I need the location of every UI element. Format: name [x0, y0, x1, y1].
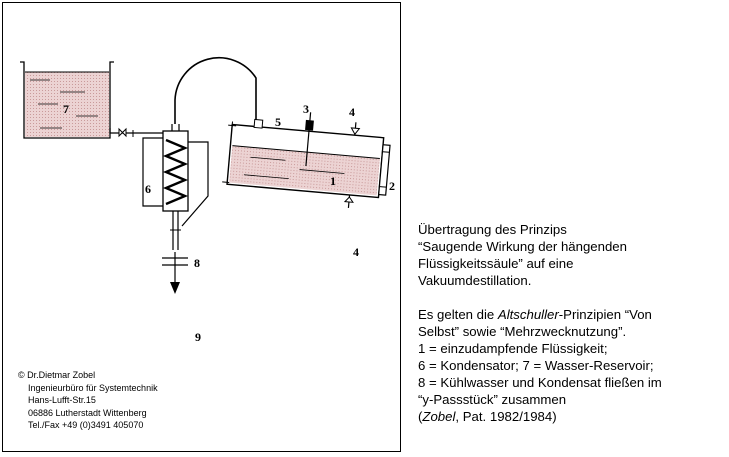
credit-name: © Dr.Dietmar Zobel	[18, 370, 96, 380]
credit-city: 06886 Lutherstadt Wittenberg	[28, 407, 147, 418]
principles-line	[418, 306, 724, 323]
condenser	[143, 124, 208, 226]
legend-line: 8 = Kühlwasser und Kondensat fließen im	[418, 375, 662, 390]
feed-pipe	[110, 128, 163, 137]
label-nine: 9	[195, 330, 201, 344]
credit-phone: Tel./Fax +49 (0)3491 405070	[28, 420, 144, 431]
label-four: 4	[353, 245, 359, 259]
principles-suffix: -Prinzipien “Von	[558, 307, 652, 322]
description-principles	[418, 306, 724, 425]
patent-open: (	[418, 409, 423, 424]
credit-org: Ingenieurbüro für Systemtechnik	[28, 382, 158, 393]
vapor-hose	[175, 58, 256, 126]
intro-line: Übertragung des Prinzips	[418, 222, 567, 237]
label-outlet: 5	[275, 115, 281, 129]
patent-rest: , Pat. 1982/1984)	[455, 409, 557, 424]
label-condenser: 6	[145, 182, 151, 196]
label-thermometer: 3	[303, 102, 309, 116]
label-sight-glass: 2	[389, 179, 395, 193]
patent-line	[418, 408, 724, 425]
legend-line: “y-Passstück” zusammen	[418, 392, 567, 407]
description	[418, 221, 724, 425]
intro-line: Flüssigkeitssäule” auf eine	[418, 256, 574, 271]
evaporator-tank	[221, 105, 392, 211]
description-intro	[418, 221, 724, 289]
patent-author: Zobel	[422, 409, 456, 424]
intro-line: “Saugende Wirkung der hängenden	[418, 239, 627, 254]
water-reservoir	[20, 62, 114, 138]
principles-prefix: Es gelten die	[418, 307, 498, 322]
author-credit	[18, 369, 158, 432]
label-y-piece: 8	[194, 256, 200, 270]
label-valve: 4	[349, 105, 355, 119]
label-reservoir: 7	[63, 102, 69, 116]
label-liquid: 1	[330, 174, 336, 188]
principles-author: Altschuller	[497, 307, 559, 322]
intro-line: Vakuumdestillation.	[418, 273, 532, 288]
legend-line: 6 = Kondensator; 7 = Wasser-Reservoir;	[418, 358, 654, 373]
principles-line-2: Selbst” sowie “Mehrzwecknutzung”.	[418, 324, 627, 339]
legend-line: 1 = einzudampfende Flüssigkeit;	[418, 341, 608, 356]
credit-street: Hans-Lufft-Str.15	[28, 395, 96, 406]
